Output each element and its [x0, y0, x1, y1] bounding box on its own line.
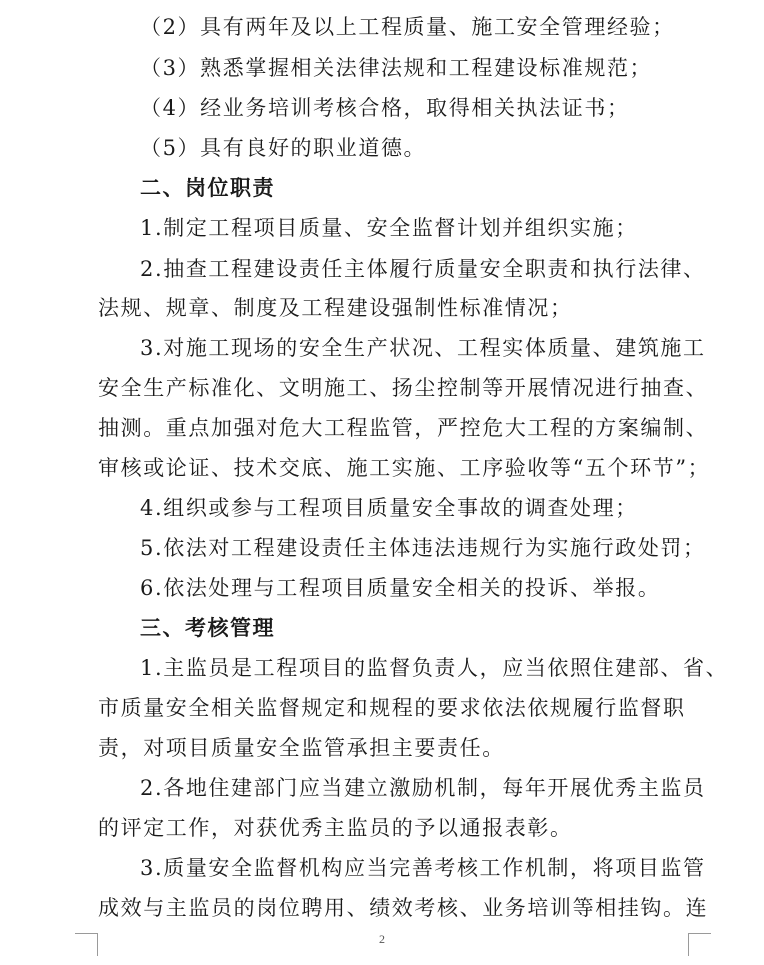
paragraph-line: 安全生产标准化、文明施工、扬尘控制等开展情况进行抽查、 [98, 376, 709, 400]
page-number: 2 [379, 932, 385, 946]
paragraph-line: 1.主监员是工程项目的监督负责人，应当依照住建部、省、 [140, 656, 729, 680]
requirement-item: （5）具有良好的职业道德。 [140, 136, 427, 160]
paragraph-line: 2.抽查工程建设责任主体履行质量安全职责和执行法律、 [140, 257, 706, 281]
paragraph-line: 3.对施工现场的安全生产状况、工程实体质量、建筑施工 [140, 336, 706, 360]
crop-mark-right [688, 933, 711, 956]
paragraph-line: 抽测。重点加强对危大工程监管，严控危大工程的方案编制、 [98, 416, 709, 440]
crop-mark-left [75, 933, 98, 956]
requirement-item: （3）熟悉掌握相关法律法规和工程建设标准规范； [140, 56, 653, 80]
requirement-item: （4）经业务培训考核合格，取得相关执法证书； [140, 96, 630, 120]
paragraph-line: 4.组织或参与工程项目质量安全事故的调查处理； [140, 496, 638, 520]
paragraph-line: 5.依法对工程建设责任主体违法违规行为实施行政处罚； [140, 536, 706, 560]
paragraph-line: 审核或论证、技术交底、施工实施、工序验收等“五个环节”； [98, 456, 711, 480]
paragraph-line: 成效与主监员的岗位聘用、绩效考核、业务培训等相挂钩。连 [98, 896, 709, 920]
paragraph-line: 法规、规章、制度及工程建设强制性标准情况； [98, 296, 573, 320]
paragraph-line: 2.各地住建部门应当建立激励机制，每年开展优秀主监员 [140, 776, 706, 800]
section-heading-duties: 二、岗位职责 [140, 176, 275, 200]
paragraph-line: 1.制定工程项目质量、安全监督计划并组织实施； [140, 216, 638, 240]
paragraph-line: 的评定工作，对获优秀主监员的予以通报表彰。 [98, 816, 573, 840]
paragraph-line: 责，对项目质量安全监管承担主要责任。 [98, 736, 505, 760]
paragraph-line: 6.依法处理与工程项目质量安全相关的投诉、举报。 [140, 576, 661, 600]
paragraph-line: 市质量安全相关监督规定和规程的要求依法依规履行监督职 [98, 696, 686, 720]
section-heading-assessment: 三、考核管理 [140, 616, 275, 640]
paragraph-line: 3.质量安全监督机构应当完善考核工作机制，将项目监管 [140, 856, 706, 880]
requirement-item: （2）具有两年及以上工程质量、施工安全管理经验； [140, 15, 675, 39]
